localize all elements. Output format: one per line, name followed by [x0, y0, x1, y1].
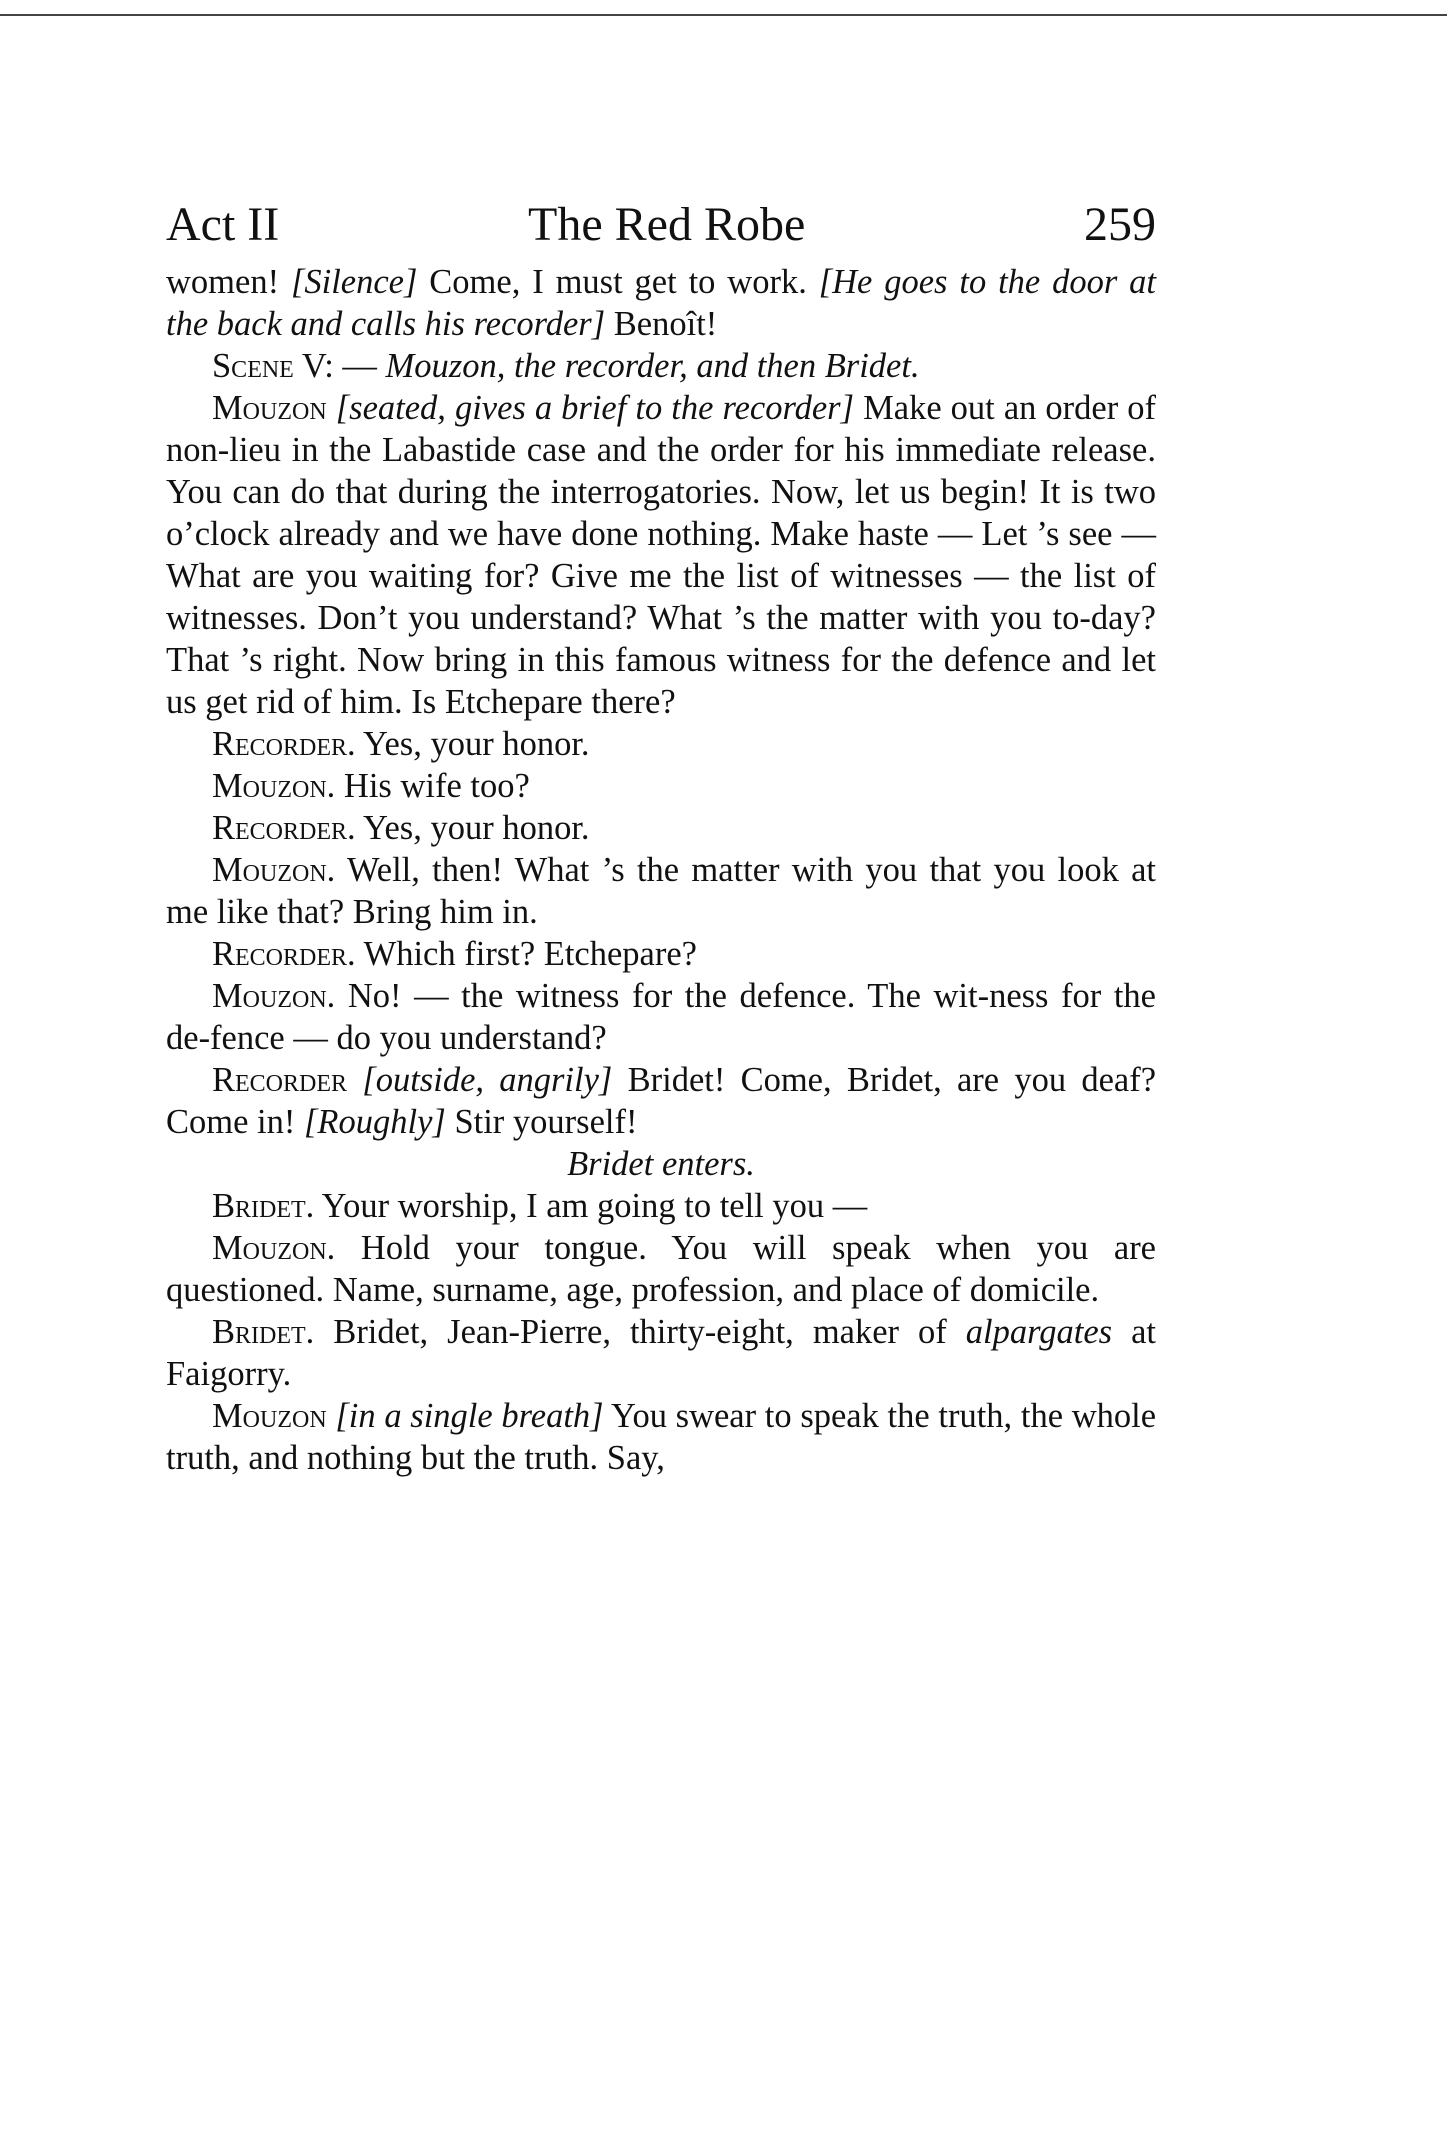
speaker-name: Mouzon: [212, 1397, 327, 1435]
opening-text-3: Benoît!: [605, 305, 718, 343]
speech-mouzon-1: [166, 387, 1156, 723]
speech-recorder-1: [166, 723, 1156, 765]
speaker-name: Mouzon: [212, 389, 327, 427]
page-number: 259: [1083, 198, 1156, 251]
speech-recorder-2: [166, 807, 1156, 849]
speech-bridet-1: [166, 1185, 1156, 1227]
speech-mouzon-4: [166, 975, 1156, 1059]
stage-direction: [outside, angrily]: [362, 1061, 613, 1099]
header-act: Act II: [166, 198, 280, 251]
speech-text: Stir yourself!: [445, 1103, 638, 1141]
speech-text: Your worship, I am going to tell you —: [314, 1187, 868, 1225]
speaker-name: Mouzon.: [212, 851, 336, 889]
speaker-name: Mouzon.: [212, 977, 336, 1015]
speech-text: You swear to speak the truth, the whole truth, and nothing but the truth. Say,: [166, 1397, 1157, 1477]
speaker-name: Mouzon.: [212, 767, 336, 805]
stage-direction: [in a single breath]: [335, 1397, 604, 1435]
speaker-name: Recorder.: [212, 809, 356, 847]
speech-recorder-3: [166, 933, 1156, 975]
scene-description: Mouzon, the recorder, and then Bridet.: [385, 347, 920, 385]
speech-text: Yes, your honor.: [355, 809, 590, 847]
speaker-name: Recorder.: [212, 725, 356, 763]
stage-entrance: [166, 1143, 1156, 1185]
speech-mouzon-3: [166, 849, 1156, 933]
stage-direction-bridet-enters: Bridet enters.: [567, 1145, 755, 1183]
stage-direction-silence: [Silence]: [290, 263, 418, 301]
speech-text: at Faigorry.: [166, 1313, 1156, 1393]
speech-text: Which first? Etchepare?: [355, 935, 697, 973]
speaker-name: Mouzon.: [212, 1229, 336, 1267]
speech-text: His wife too?: [335, 767, 530, 805]
top-rule: [0, 14, 1447, 16]
speech-text: Well, then! What ’s the matter with you that you look at me like that? Bring him in.: [166, 851, 1156, 931]
speaker-name: Bridet.: [212, 1313, 315, 1351]
speech-bridet-2: [166, 1311, 1156, 1395]
speech-mouzon-2: [166, 765, 1156, 807]
speech-mouzon-5: [166, 1227, 1156, 1311]
speech-text: Bridet, Jean-Pierre, thirty-eight, maker of: [314, 1313, 966, 1351]
speech-text: No! — the witness for the defence. The wit-ness for the de-fence — do you understand?: [166, 977, 1156, 1057]
speaker-name: Bridet.: [212, 1187, 315, 1225]
speech-recorder-4: [166, 1059, 1156, 1143]
opening-paragraph: [166, 261, 1156, 345]
speech-text: Yes, your honor.: [355, 725, 590, 763]
italic-term: alpargates: [965, 1313, 1113, 1351]
speech-text: Hold your tongue. You will speak when you are questioned. Name, surname, age, profession, and place of domicile.: [166, 1229, 1156, 1309]
scene-label: Scene V: —: [212, 347, 386, 385]
book-page: [166, 195, 1156, 1479]
header-title: The Red Robe: [528, 198, 806, 251]
speech-text: Make out an order of non-lieu in the Labastide case and the order for his immediate release. You can do that during the interrogatories. Now, let us begin! It is two o’clock already and we have done nothing. Make haste — Let ’s see — What are you waiting for? Give me the list of witnesses — the list of witnesses. Don’t you understand? What ’s the matter with you to-day? That ’s right. Now bring in this famous witness for the defence and let us get rid of him. Is Etchepare there?: [166, 389, 1156, 721]
stage-direction-goes-to-door: [He goes to the door at the back and calls his recorder]: [166, 263, 1156, 343]
speaker-name: Recorder.: [212, 935, 356, 973]
opening-text-1: women!: [166, 263, 291, 301]
running-header: [166, 195, 1156, 261]
speech-text: Bridet! Come, Bridet, are you deaf? Come in!: [166, 1061, 1157, 1141]
speech-mouzon-6: [166, 1395, 1156, 1479]
speaker-name: Recorder: [212, 1061, 348, 1099]
stage-direction: [seated, gives a brief to the recorder]: [335, 389, 855, 427]
scene-heading: [166, 345, 1156, 387]
opening-text-2: Come, I must get to work.: [417, 263, 819, 301]
page-body: [166, 261, 1156, 1479]
stage-direction: [Roughly]: [303, 1103, 446, 1141]
